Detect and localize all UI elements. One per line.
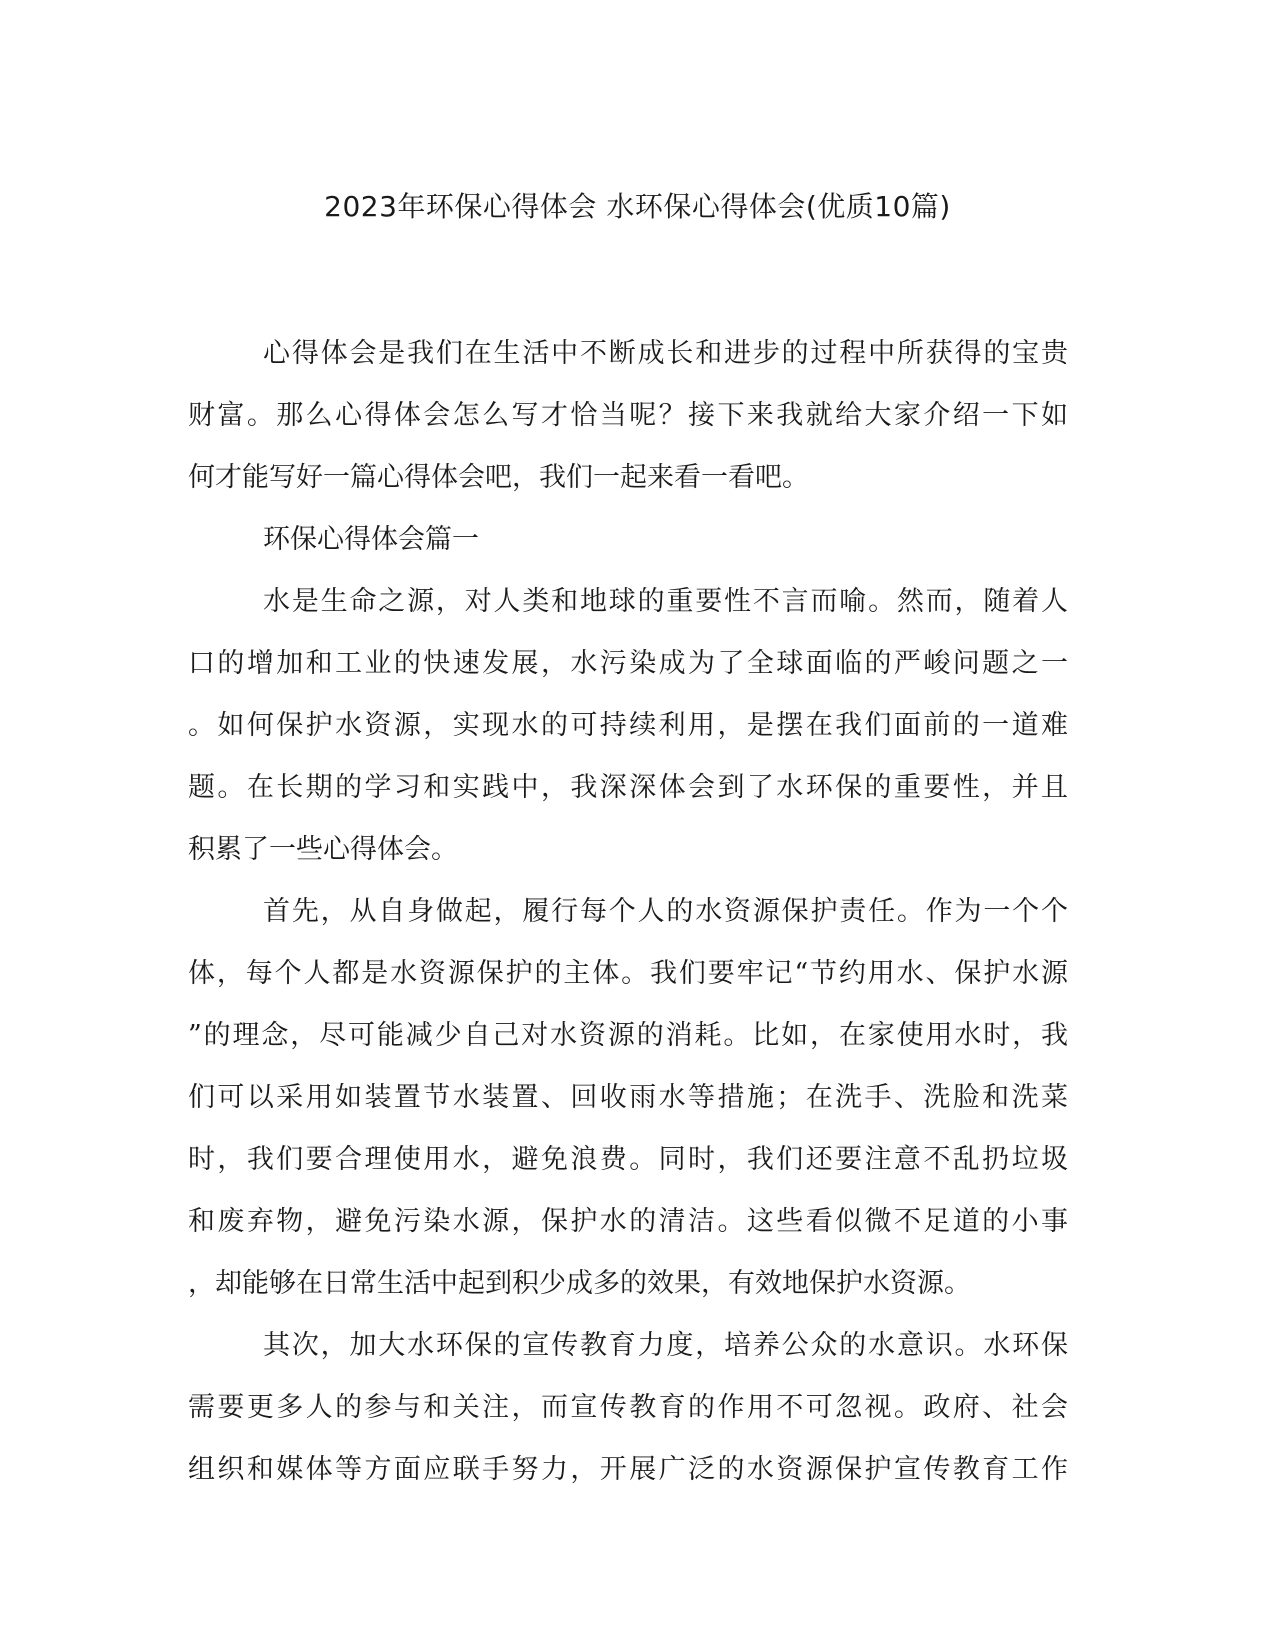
- paragraph-line: 口的增加和工业的快速发展，水污染成为了全球面临的严峻问题之一: [188, 648, 1068, 679]
- paragraph-line: 时，我们要合理使用水，避免浪费。同时，我们还要注意不乱扔垃圾: [188, 1144, 1068, 1175]
- paragraph-line: 组织和媒体等方面应联手努力，开展广泛的水资源保护宣传教育工作: [188, 1454, 1068, 1485]
- paragraph-line: 体，每个人都是水资源保护的主体。我们要牢记“节约用水、保护水源: [188, 958, 1068, 989]
- section-heading: 环保心得体会篇一: [263, 524, 479, 555]
- paragraph-line: 水是生命之源，对人类和地球的重要性不言而喻。然而，随着人: [263, 586, 1068, 617]
- paragraph-line: 们可以采用如装置节水装置、回收雨水等措施；在洗手、洗脸和洗菜: [188, 1082, 1068, 1113]
- intro-line: 财富。那么心得体会怎么写才恰当呢？接下来我就给大家介绍一下如: [188, 400, 1068, 431]
- intro-line: 何才能写好一篇心得体会吧，我们一起来看一看吧。: [188, 462, 809, 493]
- paragraph-line: 其次，加大水环保的宣传教育力度，培养公众的水意识。水环保: [263, 1330, 1068, 1361]
- paragraph-line: 积累了一些心得体会。: [188, 834, 458, 865]
- intro-line: 心得体会是我们在生活中不断成长和进步的过程中所获得的宝贵: [263, 338, 1068, 369]
- document-title: 2023年环保心得体会 水环保心得体会(优质10篇): [324, 190, 951, 223]
- paragraph-line: 需要更多人的参与和关注，而宣传教育的作用不可忽视。政府、社会: [188, 1392, 1068, 1423]
- paragraph-line: 题。在长期的学习和实践中，我深深体会到了水环保的重要性，并且: [188, 772, 1068, 803]
- paragraph-line: ，却能够在日常生活中起到积少成多的效果，有效地保护水资源。: [188, 1268, 971, 1299]
- paragraph-line: 和废弃物，避免污染水源，保护水的清洁。这些看似微不足道的小事: [188, 1206, 1068, 1237]
- paragraph-line: ”的理念，尽可能减少自己对水资源的消耗。比如，在家使用水时，我: [188, 1020, 1068, 1051]
- paragraph-line: 首先，从自身做起，履行每个人的水资源保护责任。作为一个个: [263, 896, 1068, 927]
- paragraph-line: 。如何保护水资源，实现水的可持续利用，是摆在我们面前的一道难: [188, 710, 1068, 741]
- document-body: [188, 323, 1068, 1501]
